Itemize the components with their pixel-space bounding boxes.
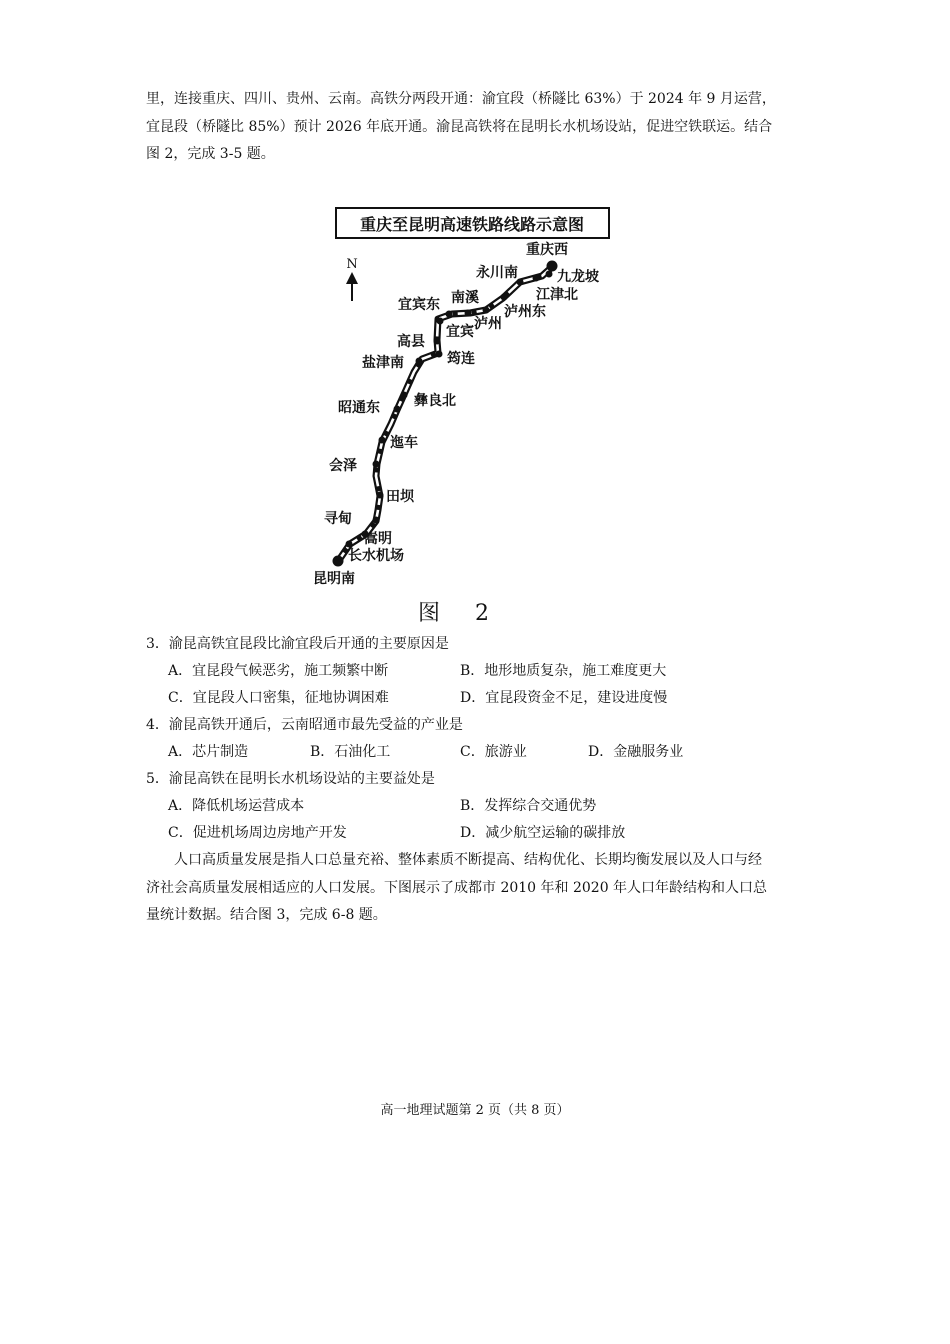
station-dot-tianba: [377, 492, 384, 499]
intro-line: 图 2，完成 3-5 题。: [146, 146, 275, 162]
intro-line: 宜昆段（桥隧比 85%）预计 2026 年底开通。渝昆高铁将在昆明长水机场设站，促进空铁联运。结合: [146, 118, 773, 135]
question-3-option-b: B．地形地质复杂，施工难度更大: [460, 663, 667, 679]
station-label-yunlian: 筠连: [447, 351, 475, 367]
station-label-yibindong: 宜宾东: [398, 297, 440, 313]
north-arrow-icon: [346, 272, 358, 301]
station-label-jiulongpo: 九龙坡: [557, 269, 599, 285]
station-dot-yibin: [437, 318, 444, 325]
station-label-chongqingxi: 重庆西: [526, 242, 568, 258]
station-dot-kunmingnan: [333, 556, 344, 567]
passage-line: 人口高质量发展是指人口总量充裕、整体素质不断提高、结构优化、长期均衡发展以及人口与经: [174, 852, 762, 868]
station-label-kunmingnan: 昆明南: [313, 571, 355, 587]
station-label-yibin: 宜宾: [446, 324, 474, 340]
question-5-option-c: C．促进机场周边房地产开发: [168, 825, 347, 841]
station-dot-yanjinnan: [416, 358, 423, 365]
station-label-luzhou: 泸州: [474, 316, 502, 332]
passage-line: 济社会高质量发展相适应的人口发展。下图展示了成都市 2010 年和 2020 年人口年龄结构和人口总: [146, 879, 768, 896]
question-5-stem: 5．渝昆高铁在昆明长水机场设站的主要益处是: [146, 771, 435, 787]
intro-paragraph: [146, 86, 806, 169]
station-label-luzhoudong: 泸州东: [504, 304, 546, 320]
question-4-option-d: D．金融服务业: [588, 744, 684, 760]
station-dot-yiliangbei: [401, 392, 408, 399]
station-dot-yunlian: [436, 351, 443, 358]
station-dot-nanxi: [465, 310, 472, 317]
station-dot-yibindong: [446, 311, 453, 318]
station-label-songming: 嵩明: [364, 531, 392, 547]
station-label-tianba: 田坝: [386, 489, 414, 505]
railway-route-map: [300, 200, 630, 595]
figure-caption: 图 2: [418, 601, 503, 626]
intro-line: 里，连接重庆、四川、贵州、云南。高铁分两段开通：渝宜段（桥隧比 63%）于 2024 年 9 月运营，: [146, 91, 776, 107]
station-dot-luzhou: [483, 307, 490, 314]
station-dot-xundian: [373, 517, 380, 524]
passage-line: 量统计数据。结合图 3，完成 6-8 题。: [146, 907, 387, 923]
station-dot-jiulongpo: [546, 271, 553, 278]
question-3-stem: 3．渝昆高铁宜昆段比渝宜段后开通的主要原因是: [146, 636, 449, 652]
station-label-yanjinnan: 盐津南: [362, 355, 404, 371]
station-label-yiliangbei: 彝良北: [414, 393, 456, 409]
passage-paragraph: [146, 847, 806, 930]
station-dot-zhaotongdong: [394, 406, 401, 413]
question-3-option-a: A．宜昆段气候恶劣，施工频繁中断: [168, 663, 389, 679]
station-label-zheche: 迤车: [390, 435, 418, 451]
station-label-jiangjinbei: 江津北: [536, 287, 578, 303]
station-dot-chongqingxi: [547, 261, 558, 272]
question-5-option-a: A．降低机场运营成本: [168, 798, 305, 814]
station-dot-gaoxian: [434, 338, 441, 345]
page-footer: 高一地理试题第 2 页（共 8 页）: [380, 1103, 570, 1118]
station-label-huize: 会泽: [329, 458, 357, 474]
station-label-xundian: 寻甸: [324, 511, 352, 527]
station-label-changshuijichang: 长水机场: [348, 548, 404, 564]
question-5-option-d: D．减少航空运输的碳排放: [460, 825, 626, 841]
question-3-option-d: D．宜昆段资金不足，建设进度慢: [460, 690, 668, 706]
station-label-zhaotongdong: 昭通东: [338, 400, 380, 416]
station-dot-jiangjinbei: [533, 275, 540, 282]
question-4-option-a: A．芯片制造: [168, 744, 249, 760]
question-5-option-b: B．发挥综合交通优势: [460, 798, 597, 814]
question-4-option-c: C．旅游业: [460, 744, 527, 760]
question-4-stem: 4．渝昆高铁开通后，云南昭通市最先受益的产业是: [146, 717, 463, 733]
question-4-option-b: B．石油化工: [310, 744, 391, 760]
map-title: 重庆至昆明高速铁路线路示意图: [359, 215, 585, 234]
station-dot-huize: [373, 461, 380, 468]
station-dot-changshuijichang: [346, 541, 353, 548]
station-label-gaoxian: 高县: [397, 334, 425, 350]
station-dot-zheche: [379, 437, 386, 444]
station-label-yongchuannan: 永川南: [476, 265, 518, 281]
question-3-option-c: C．宜昆段人口密集，征地协调困难: [168, 690, 389, 706]
station-dot-luzhoudong: [501, 294, 508, 301]
station-label-nanxi: 南溪: [451, 290, 479, 306]
north-label: N: [346, 257, 358, 272]
